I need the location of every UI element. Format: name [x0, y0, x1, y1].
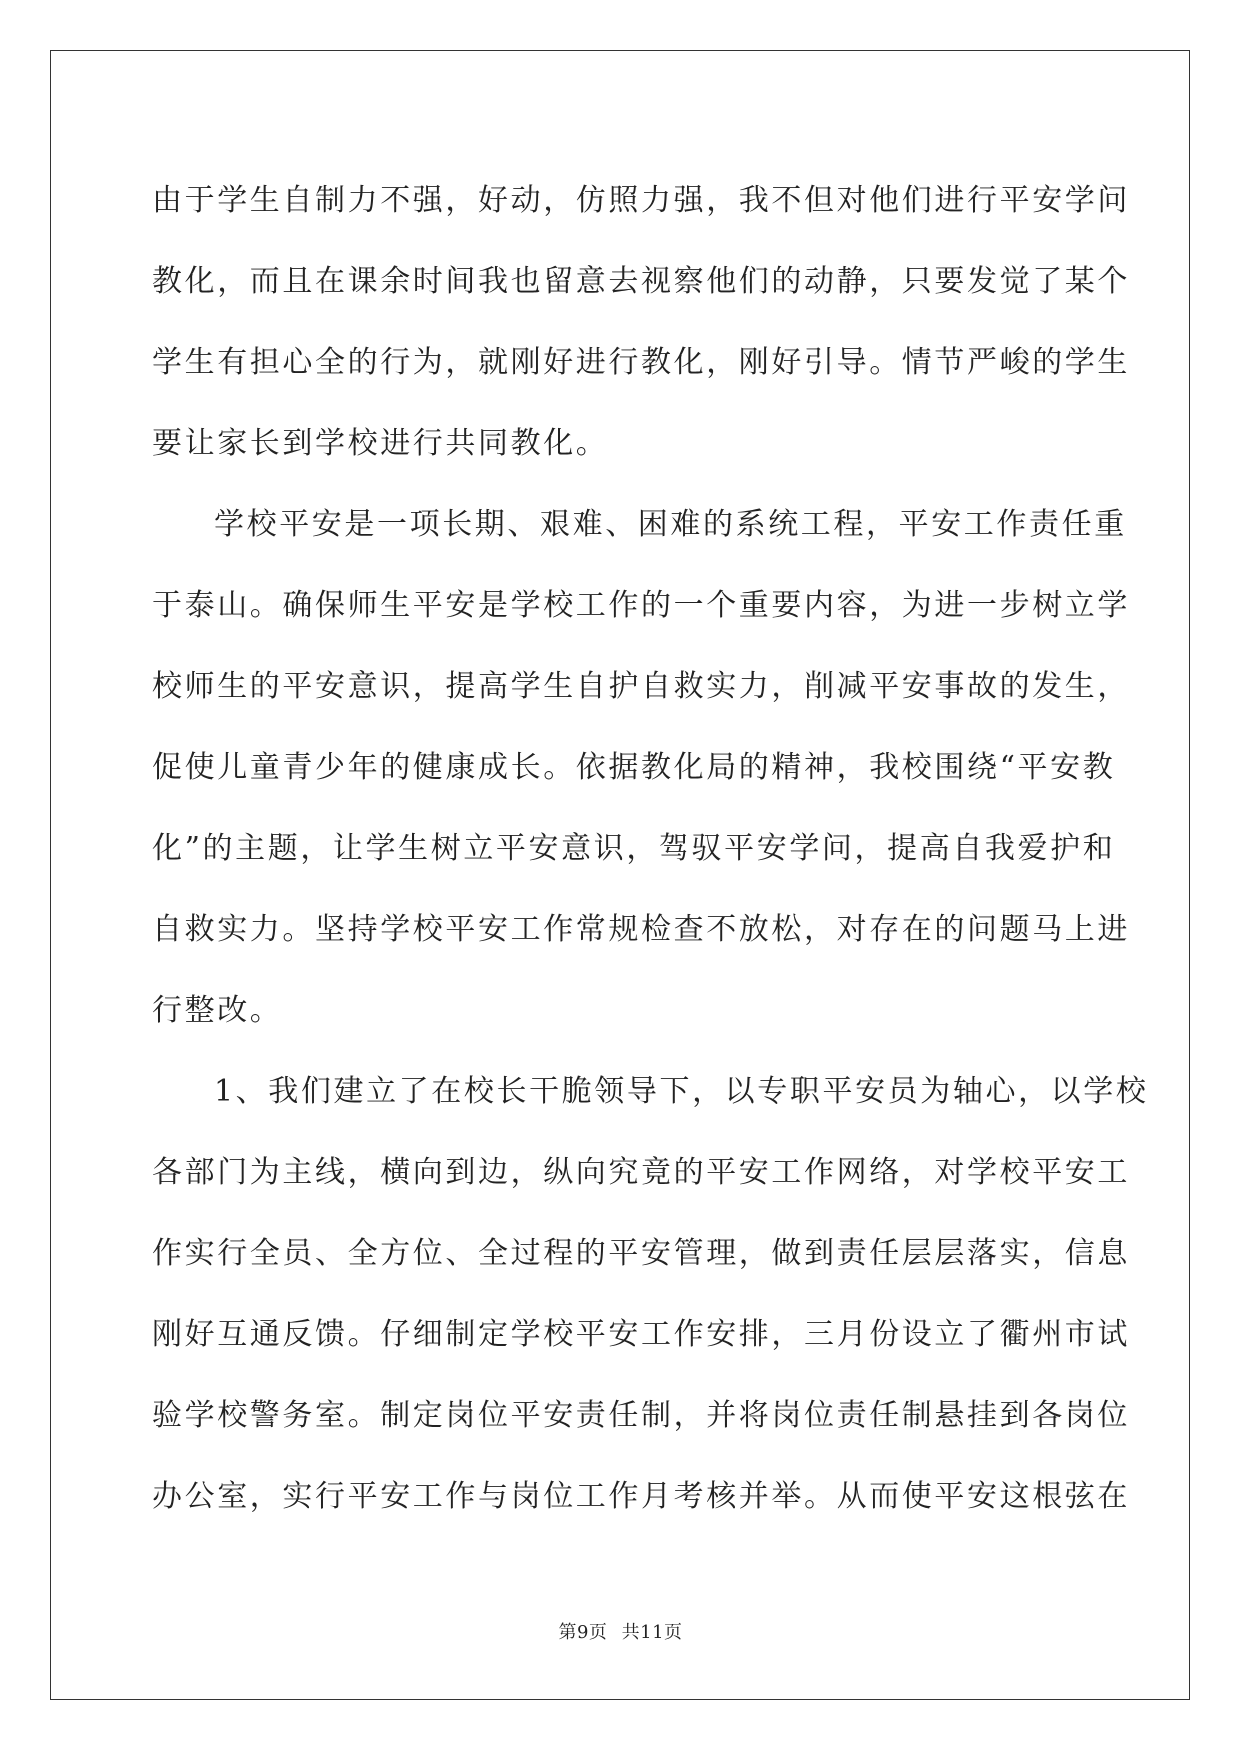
text-line: 行整改。: [152, 993, 283, 1028]
text-line: 校师生的平安意识，提高学生自护自救实力，削减平安事故的发生，: [152, 669, 1130, 704]
text-line: 促使儿童青少年的健康成长。依据教化局的精神，我校围绕“平安教: [152, 750, 1116, 785]
text-line: 刚好互通反馈。仔细制定学校平安工作安排，三月份设立了衢州市试: [152, 1317, 1130, 1352]
text-line: 教化，而且在课余时间我也留意去视察他们的动静，只要发觉了某个: [152, 264, 1130, 299]
paragraph-3: [152, 1051, 1149, 1537]
text-line: 自救实力。坚持学校平安工作常规检查不放松，对存在的问题马上进: [152, 912, 1130, 947]
text-line: 办公室，实行平安工作与岗位工作月考核并举。从而使平安这根弦在: [152, 1479, 1130, 1514]
document-body: [152, 160, 1149, 1537]
text-line: 各部门为主线，横向到边，纵向究竟的平安工作网络，对学校平安工: [152, 1155, 1130, 1190]
page-footer: [0, 1618, 1241, 1644]
text-line: 学校平安是一项长期、艰难、困难的系统工程，平安工作责任重: [214, 507, 1127, 542]
text-line: 验学校警务室。制定岗位平安责任制，并将岗位责任制悬挂到各岗位: [152, 1398, 1130, 1433]
paragraph-2: [152, 484, 1130, 1051]
text-line: 由于学生自制力不强，好动，仿照力强，我不但对他们进行平安学问: [152, 183, 1130, 218]
text-line: 1、我们建立了在校长干脆领导下，以专职平安员为轴心，以学校: [214, 1074, 1149, 1109]
text-line: 要让家长到学校进行共同教化。: [152, 426, 609, 461]
paragraph-1: [152, 160, 1130, 484]
text-line: 化”的主题，让学生树立平安意识，驾驭平安学问，提高自我爱护和: [152, 831, 1116, 866]
text-line: 作实行全员、全方位、全过程的平安管理，做到责任层层落实，信息: [152, 1236, 1130, 1271]
total-pages-label: 共11页: [621, 1622, 683, 1643]
current-page-label: 第9页: [558, 1622, 608, 1643]
text-line: 于泰山。确保师生平安是学校工作的一个重要内容，为进一步树立学: [152, 588, 1130, 623]
text-line: 学生有担心全的行为，就刚好进行教化，刚好引导。情节严峻的学生: [152, 345, 1130, 380]
